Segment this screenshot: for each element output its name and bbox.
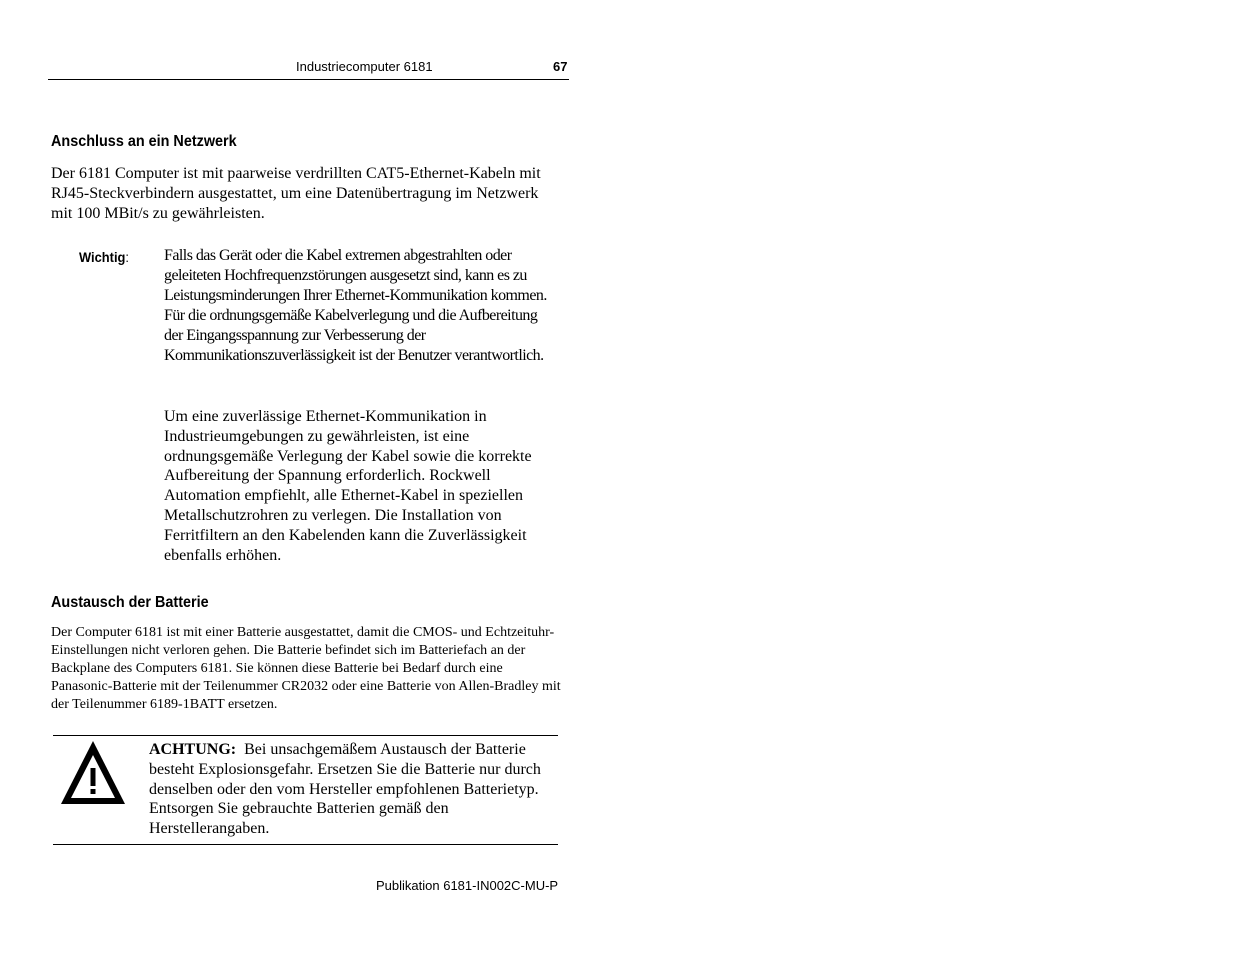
caution-rule-bottom <box>53 844 558 845</box>
network-paragraph: Der 6181 Computer ist mit paarweise verdrillten CAT5-Ethernet-Kabeln mit RJ45-Steckverbindern ausgestattet, um eine Datenübertragung im Netzwerk mit 100 MBit/s zu gewährleisten. <box>51 165 541 222</box>
header-rule <box>48 79 569 80</box>
page-number: 67 <box>553 59 568 74</box>
section-heading-network: Anschluss an ein Netzwerk <box>51 133 237 150</box>
caution-rule-top <box>53 735 558 736</box>
important-label-text: Wichtig <box>79 249 126 265</box>
running-header-title: Industriecomputer 6181 <box>296 59 433 74</box>
important-note-paragraph-2: Um eine zuverlässige Ethernet-Kommunikation in Industrieumgebungen zu gewährleisten, ist eine ordnungsgemäße Verlegung der Kabel sowie die korrekte Aufbereitung der Spannung erforderlich. Rockwell Automation empfiehlt, alle Ethernet-Kabel in speziellen Metallschutzrohren zu verlegen. Die Installation von Ferritfiltern an den Kabelenden kann die Zuverlässigkeit ebenfalls erhöhen. <box>164 408 532 564</box>
section-heading-battery: Austausch der Batterie <box>51 594 209 611</box>
caution-body: Bei unsachgemäßem Austausch der Batterie besteht Explosionsgefahr. Ersetzen Sie die Batterie nur durch denselben oder den vom Hersteller empfohlenen Batterietyp. Entsorgen Sie gebrauchte Batterien gemäß den Herstellerangaben. <box>149 741 541 838</box>
caution-text <box>149 740 544 839</box>
important-note-label <box>79 249 129 265</box>
publication-footer: Publikation 6181-IN002C-MU-P <box>376 878 559 893</box>
battery-paragraph: Der Computer 6181 ist mit einer Batterie ausgestattet, damit die CMOS- und Echtzeituhr-Einstellungen nicht verloren gehen. Die Batterie befindet sich im Batteriefach an der Backplane des Computers 6181. Sie können diese Batterie bei Bedarf durch eine Panasonic-Batterie mit der Teilenummer CR2032 oder eine Batterie von Allen-Bradley mit der Teilenummer 6189-1BATT ersetzen. <box>51 625 561 712</box>
warning-triangle-icon <box>60 740 126 806</box>
important-label-colon: : <box>125 249 129 265</box>
important-note-paragraph-1: Falls das Gerät oder die Kabel extremen abgestrahlten oder geleiteten Hochfrequenzstörungen ausgesetzt sind, kann es zu Leistungsminderungen Ihrer Ethernet-Kommunikation kommen. Für die ordnungsgemäße Kabelverlegung und die Aufbereitung der Eingangsspannung zur Verbesserung der Kommunikationszuverlässigkeit ist der Benutzer verantwortlich. <box>164 247 547 364</box>
caution-label: ACHTUNG: <box>149 741 237 758</box>
